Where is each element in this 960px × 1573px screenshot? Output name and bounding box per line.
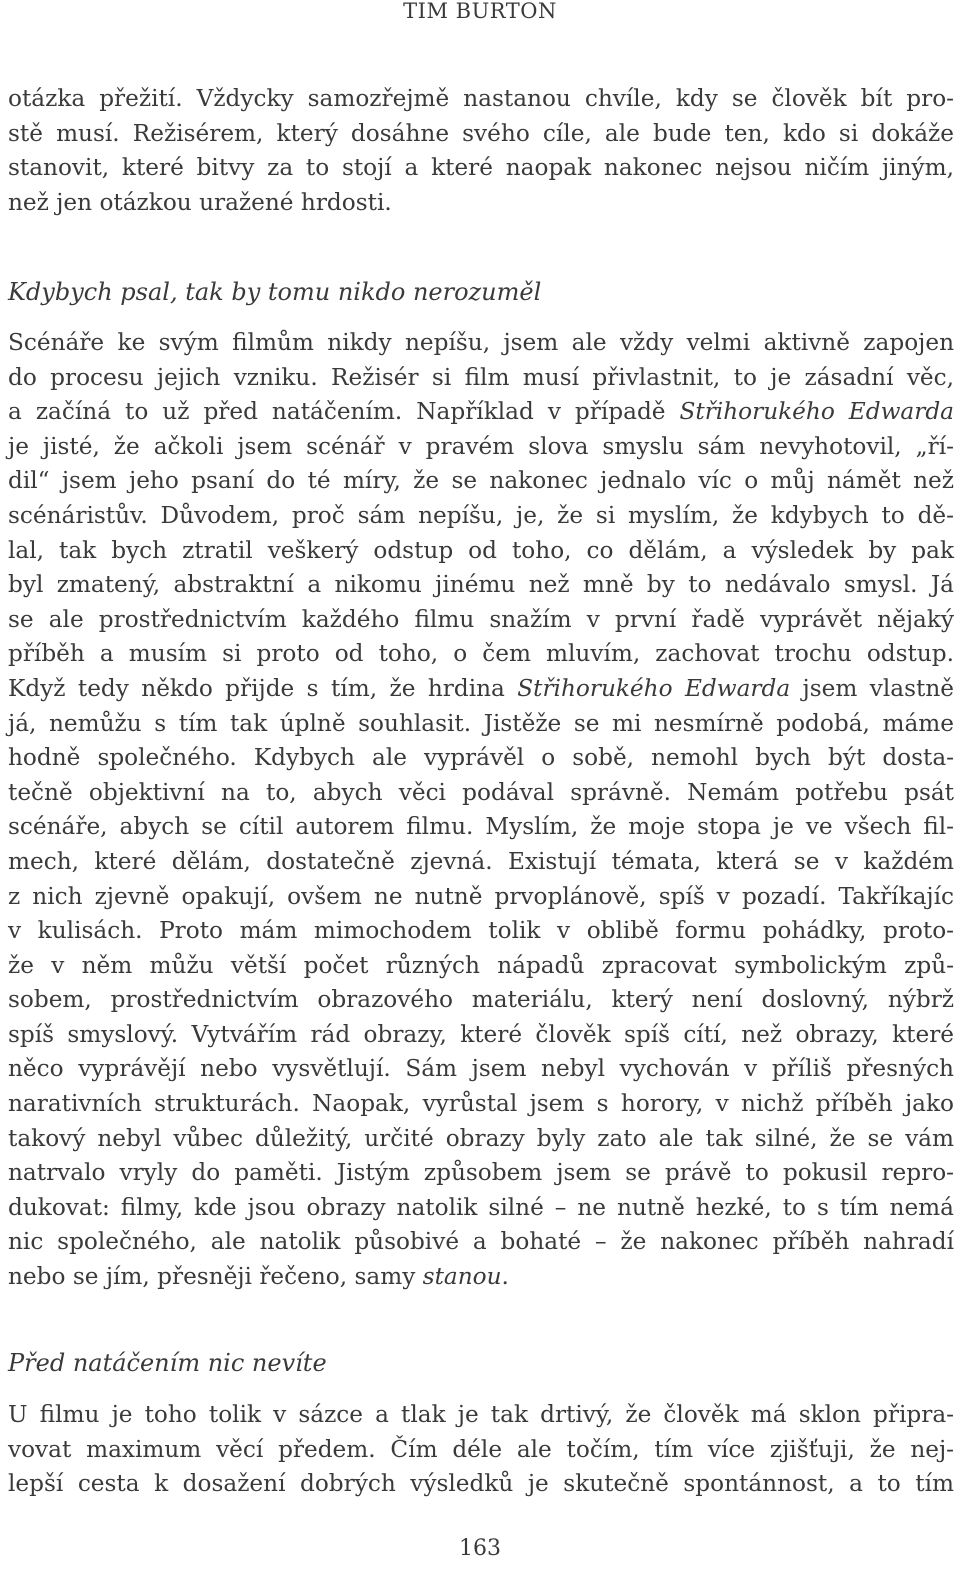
text-line: že v něm můžu větší počet různých nápadů zpracovat symbolickým způ-	[8, 951, 954, 979]
text-line: mech, které dělám, dostatečně zjevná. Existují témata, která se v každém	[8, 847, 954, 875]
text-line: Scénáře ke svým filmům nikdy nepíšu, jsem ale vždy velmi aktivně zapojen	[8, 329, 954, 356]
text-line: než jen otázkou uražené hrdosti.	[8, 188, 392, 216]
text-line: stě musí. Režisérem, který dosáhne svého cíle, ale bude ten, kdo si dokáže	[8, 119, 954, 147]
text-run: nebo se jím, přesněji řečeno, samy	[8, 1263, 423, 1291]
text-line: narativních strukturách. Naopak, vyrůstal jsem s horory, v nichž příběh jako	[8, 1090, 954, 1118]
text-line: U filmu je toho tolik v sázce a tlak je tak drtivý, že člověk má sklon připra-	[8, 1401, 954, 1428]
text-line: tečně objektivní na to, abych věci podával správně. Nemám potřebu psát	[8, 778, 954, 806]
film-title: Střihorukého Edwarda	[517, 674, 791, 702]
text-line: natrvalo vryly do paměti. Jistým způsobem jsem se právě to pokusil repro-	[8, 1159, 954, 1187]
text-line: příběh a musím si proto od toho, o čem mluvím, zachovat trochu odstup.	[8, 640, 954, 668]
text-line: je jisté, že ačkoli jsem scénář v pravém slova smyslu sám nevyhotovil, „ří-	[8, 432, 954, 460]
text-line: sobem, prostřednictvím obrazového materiálu, který není doslovný, nýbrž	[8, 986, 954, 1014]
text-line	[8, 1260, 954, 1295]
text-run: jsem vlastně	[790, 674, 954, 702]
text-run: a začíná to už před natáčením. Například v případě	[8, 398, 680, 426]
text-line: z nich zjevně opakují, ovšem ne nutně prvoplánově, spíš v pozadí. Takříkajíc	[8, 882, 954, 910]
text-run: Když tedy někdo přijde s tím, že hrdina	[8, 674, 518, 702]
text-run: .	[501, 1263, 509, 1291]
film-title: Střihorukého Edwarda	[679, 398, 954, 426]
section-heading: Před natáčením nic nevíte	[8, 1349, 327, 1377]
page-number: 163	[459, 1536, 501, 1561]
text-line: takový nebyl vůbec důležitý, určité obrazy byly zato ale tak silné, že se vám	[8, 1124, 954, 1152]
text-line: byl zmatený, abstraktní a nikomu jinému než mně by to nedávalo smysl. Já	[8, 571, 954, 599]
text-line: v kulisách. Proto mám mimochodem tolik v oblibě formu pohádky, proto-	[8, 917, 954, 945]
text-line: lepší cesta k dosažení dobrých výsledků je skutečně spontánnost, a to tím	[8, 1470, 954, 1498]
text-line: lal, tak bych ztratil veškerý odstup od toho, co dělám, a výsledek by pak	[8, 536, 954, 564]
text-line: něco vyprávějí nebo vysvětlují. Sám jsem nebyl vychován v příliš přesných	[8, 1055, 954, 1083]
section-heading: Kdybych psal, tak by tomu nikdo nerozuměl	[8, 278, 542, 306]
paragraph-opening	[8, 82, 954, 220]
text-line	[8, 395, 954, 430]
text-line: se ale prostřednictvím každého filmu snažím v první řadě vyprávět nějaký	[8, 605, 954, 633]
emphasis: stanou	[422, 1263, 502, 1291]
text-line: do procesu jejich vzniku. Režisér si film musí přivlastnit, to je zásadní věc,	[8, 363, 954, 391]
text-line: dil“ jsem jeho psaní do té míry, že se nakonec jednalo víc o můj námět než	[8, 467, 954, 495]
paragraph-screenwriting	[8, 326, 954, 1295]
text-line: otázka přežití. Vždycky samozřejmě nastanou chvíle, kdy se člověk bít pro-	[8, 85, 954, 112]
text-line: já, nemůžu s tím tak úplně souhlasit. Jistěže se mi nesmírně podobá, máme	[8, 709, 954, 737]
text-line: vovat maximum věcí předem. Čím déle ale točím, tím více zjišťuji, že nej-	[8, 1435, 954, 1463]
text-line: scénáristův. Důvodem, proč sám nepíšu, je, že si myslím, že kdybych to dě-	[8, 501, 954, 529]
paragraph-spontaneity	[8, 1398, 954, 1502]
text-line: hodně společného. Kdybych ale vyprávěl o sobě, nemohl bych být dosta-	[8, 744, 954, 772]
text-line: dukovat: filmy, kde jsou obrazy natolik silné – ne nutně hezké, to s tím nemá	[8, 1193, 954, 1221]
text-line: scénáře, abych se cítil autorem filmu. Myslím, že moje stopa je ve všech fil-	[8, 813, 954, 841]
running-head: TIM BURTON	[403, 0, 557, 23]
text-line: nic společného, ale natolik působivé a bohaté – že nakonec příběh nahradí	[8, 1228, 954, 1256]
text-line	[8, 672, 954, 707]
text-line: stanovit, které bitvy za to stojí a které naopak nakonec nejsou ničím jiným,	[8, 154, 954, 182]
text-line: spíš smyslový. Vytvářím rád obrazy, které člověk spíš cítí, než obrazy, které	[8, 1020, 954, 1048]
